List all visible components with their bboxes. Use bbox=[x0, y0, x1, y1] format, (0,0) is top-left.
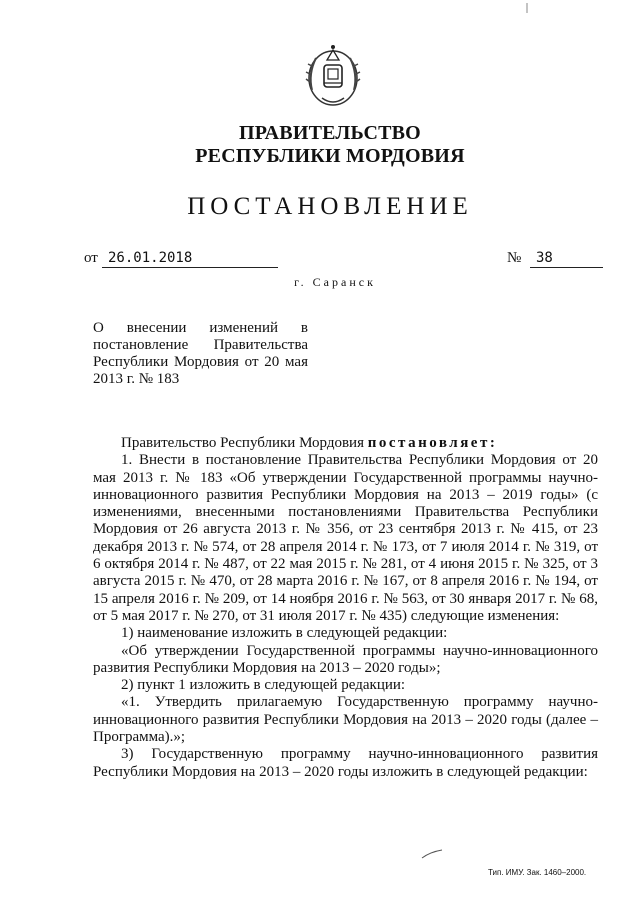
body-paragraph: «1. Утвердить прилагаемую Государственную программу научно-инновационного развития Республики Мордовия на 2013 – 2020 годы (далее – Программа).»; bbox=[93, 694, 598, 746]
intro-text: Правительство Республики Мордовия bbox=[121, 435, 368, 451]
pen-mark bbox=[420, 848, 444, 860]
government-name-line1: ПРАВИТЕЛЬСТВО bbox=[239, 122, 421, 144]
body-paragraph: 2) пункт 1 изложить в следующей редакции: bbox=[121, 677, 406, 694]
decree-date: 26.01.2018 bbox=[102, 250, 278, 268]
document-type-title: ПОСТАНОВЛЕНИЕ bbox=[187, 193, 473, 220]
date-number-row bbox=[84, 250, 599, 272]
body-paragraph: 1) наименование изложить в следующей редакции: bbox=[121, 625, 448, 642]
city-name: г. Саранск bbox=[294, 275, 376, 289]
body-paragraph: 1. Внести в постановление Правительства Республики Мордовия от 20 мая 2013 г. № 183 «Об утверждении Государственной программы научно-инновационного развития Республики Мордовия на 2013 – 2019 годы» (с изменениями, внесенными постановлениями Правительства Республики Мордовия от 26 августа 2013 г. № 356, от 23 сентября 2013 г. № 415, от 23 декабря 2013 г. № 574, от 28 апреля 2014 г. № 173, от 7 июля 2014 г. № 319, от 6 октября 2014 г. № 487, от 22 мая 2015 г. № 281, от 4 июня 2015 г. № 325, от 3 августа 2015 г. № 470, от 28 марта 2016 г. № 167, от 8 апреля 2016 г. № 194, от 15 апреля 2016 г. № 209, от 14 ноября 2016 г. № 563, от 30 января 2017 г. № 68, от 5 мая 2017 г. № 270, от 31 июля 2017 г. № 435) следующие изменения: bbox=[93, 452, 598, 624]
body-paragraph: «Об утверждении Государственной программы научно-инновационного развития Республики Мордовия на 2013 – 2020 годы»; bbox=[93, 642, 598, 676]
decree-number: 38 bbox=[530, 250, 603, 268]
number-prefix: № bbox=[507, 250, 522, 266]
intro-emphasis: постановляет: bbox=[367, 435, 498, 451]
decree-body bbox=[93, 435, 598, 781]
body-paragraph: 3) Государственную программу научно-инновационного развития Республики Мордовия на 2013 – 2020 годы изложить в следующей редакции: bbox=[93, 746, 598, 780]
government-name-line2: РЕСПУБЛИКИ МОРДОВИЯ bbox=[195, 145, 465, 167]
intro-paragraph bbox=[93, 435, 598, 452]
coat-of-arms-emblem-icon bbox=[300, 38, 366, 110]
date-prefix: от bbox=[84, 250, 98, 266]
corner-mark bbox=[525, 3, 529, 13]
print-footer: Тип. ИМУ. Зак. 1460–2000. bbox=[488, 868, 587, 877]
decree-subject: О внесении изменений в постановление Правительства Республики Мордовия от 20 мая 2013 г. № 183 bbox=[93, 320, 308, 387]
